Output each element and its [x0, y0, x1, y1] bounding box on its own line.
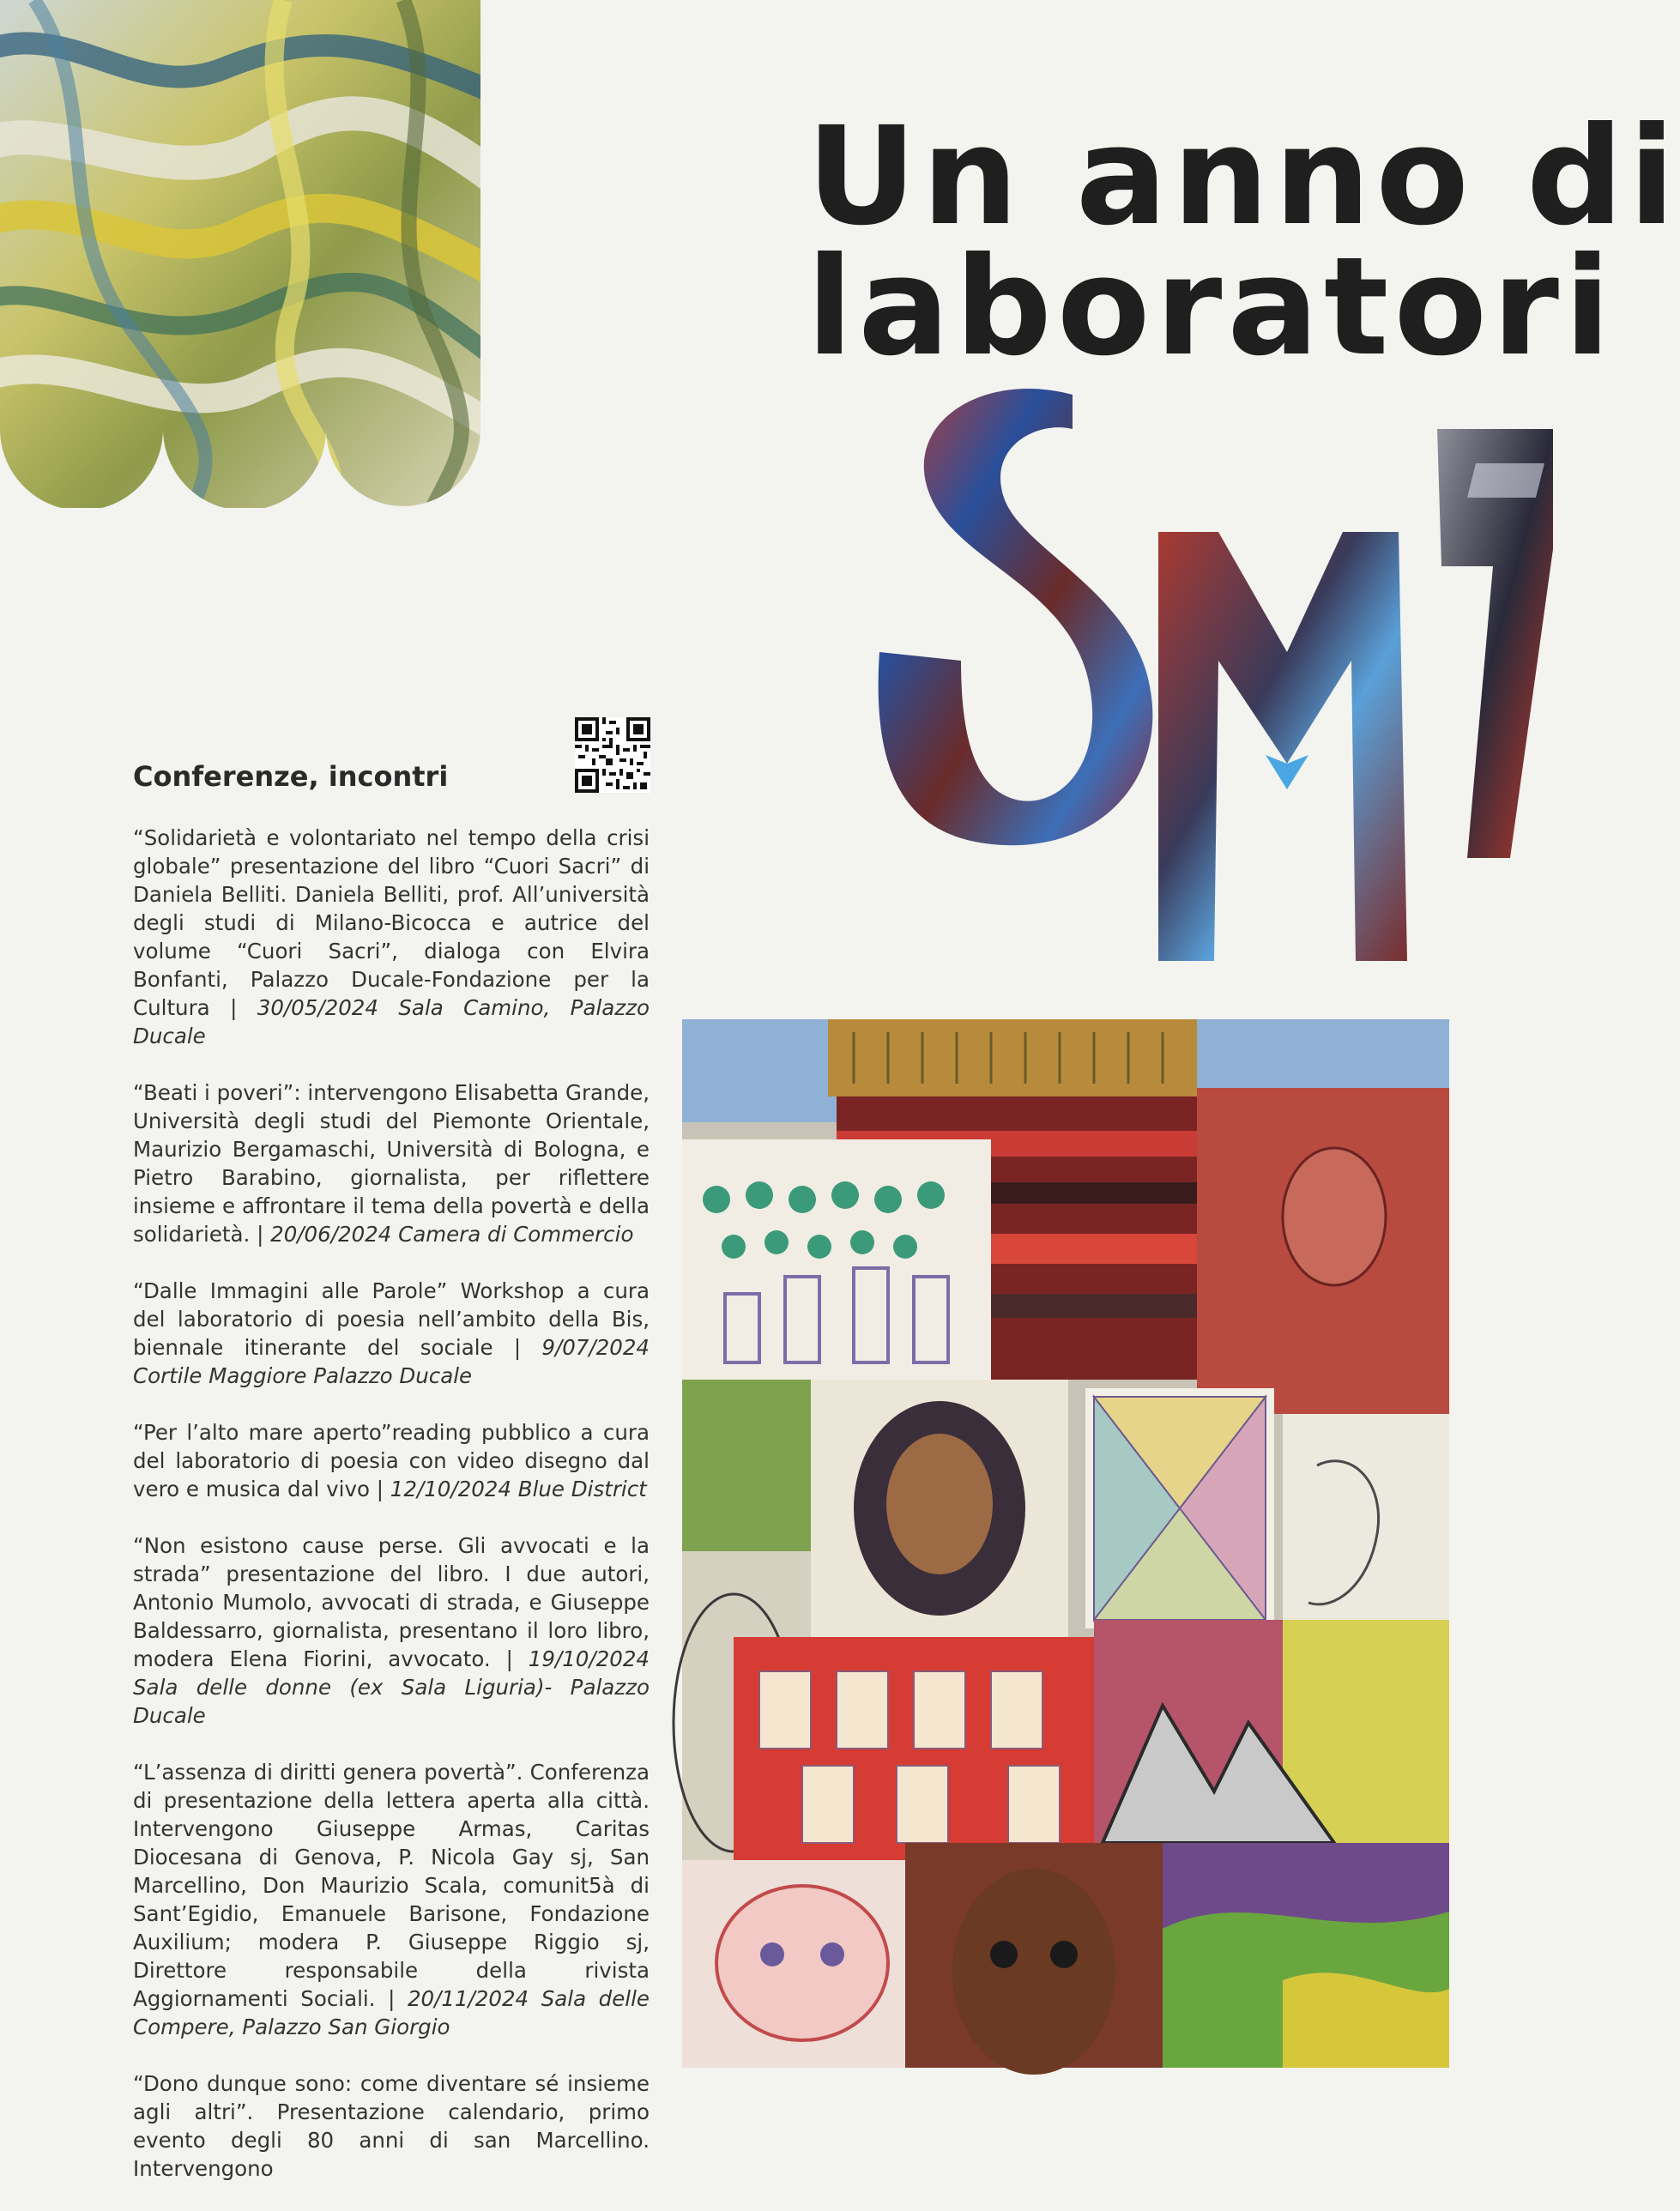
event-item [133, 824, 650, 1050]
event-description: “Per l’alto mare aperto”reading pubblico a cura del laboratorio di poesia con video disegno dal vero e musica dal vivo [133, 1420, 650, 1501]
qr-code-icon[interactable] [575, 717, 650, 793]
event-date-location: 20/06/2024 Camera di Commercio [270, 1222, 634, 1247]
abstract-painting-image [0, 0, 480, 508]
page-title [807, 98, 1680, 386]
event-date-location: 30/05/2024 Sala Camino, Palazzo Ducale [133, 995, 650, 1048]
events-list [133, 824, 650, 2211]
event-description: “Non esistono cause perse. Gli avvocati e la strada” presentazione del libro. I due autori, Antonio Mumolo, avvocati di strada, e Giuseppe Baldessarro, giornalista, presentano il loro libro, modera Elena Fiorini, avvocato. | [133, 1533, 650, 1671]
event-item [133, 1418, 650, 1503]
event-date-location: 9/07/2024 Cortile Maggiore Palazzo Ducale [133, 1335, 650, 1388]
event-date-location: | 12/10/2024 Blue District [376, 1477, 647, 1501]
artwork-collage-image [682, 1019, 1449, 2068]
painted-letters-logo [875, 378, 1562, 970]
event-item [133, 1078, 650, 1248]
title-line-2: laboratori [807, 228, 1617, 386]
event-description: “L’assenza di diritti genera povertà”. Conferenza di presentazione della lettera aperta alla città. Intervengono Giuseppe Armas, Caritas Diocesana di Genova, P. Nicola Gay sj, San Marcellino, Don Maurizio Scala, comunit5à di Sant’Egidio, Emanuele Barisone, Fondazione Auxilium; modera P. Giuseppe Riggio sj, Direttore responsabile della rivista Aggiornamenti Sociali. | [133, 1760, 650, 2011]
event-date-location: 20/11/2024 Sala delle Compere, Palazzo San Giorgio [133, 1986, 650, 2039]
event-date-location: 19/10/2024 Sala delle donne (ex Sala Liguria)- Palazzo Ducale [133, 1646, 650, 1728]
event-description: “Solidarietà e volontariato nel tempo della crisi globale” presentazione del libro “Cuori Sacri” di Daniela Belliti. Daniela Belliti, prof. All’università degli studi di Milano-Bicocca e autrice del volume “Cuori Sacri”, dialoga con Elvira Bonfanti, Palazzo Ducale-Fondazione per la Cultura | [133, 825, 650, 1020]
title-line-1: Un anno di [807, 98, 1680, 256]
event-item [133, 2069, 650, 2183]
event-description: “Dalle Immagini alle Parole” Workshop a cura del laboratorio di poesia nell’ambito della Bis, biennale itinerante del sociale | [133, 1278, 650, 1360]
event-description: “Dono dunque sono: come diventare sé insieme agli altri”. Presentazione calendario, primo evento degli 80 anni di san Marcellino. Intervengono [133, 2071, 650, 2181]
event-description: “Beati i poveri”: intervengono Elisabetta Grande, Università degli studi del Piemonte Orientale, Maurizio Bergamaschi, Università di Bologna, e Pietro Barabino, giornalista, per riflettere insieme e affrontare il tema della povertà e della solidarietà. | [133, 1080, 650, 1247]
section-heading: Conferenze, incontri [133, 760, 449, 793]
event-item [133, 1277, 650, 1390]
event-item [133, 1758, 650, 2041]
event-item [133, 1531, 650, 1730]
